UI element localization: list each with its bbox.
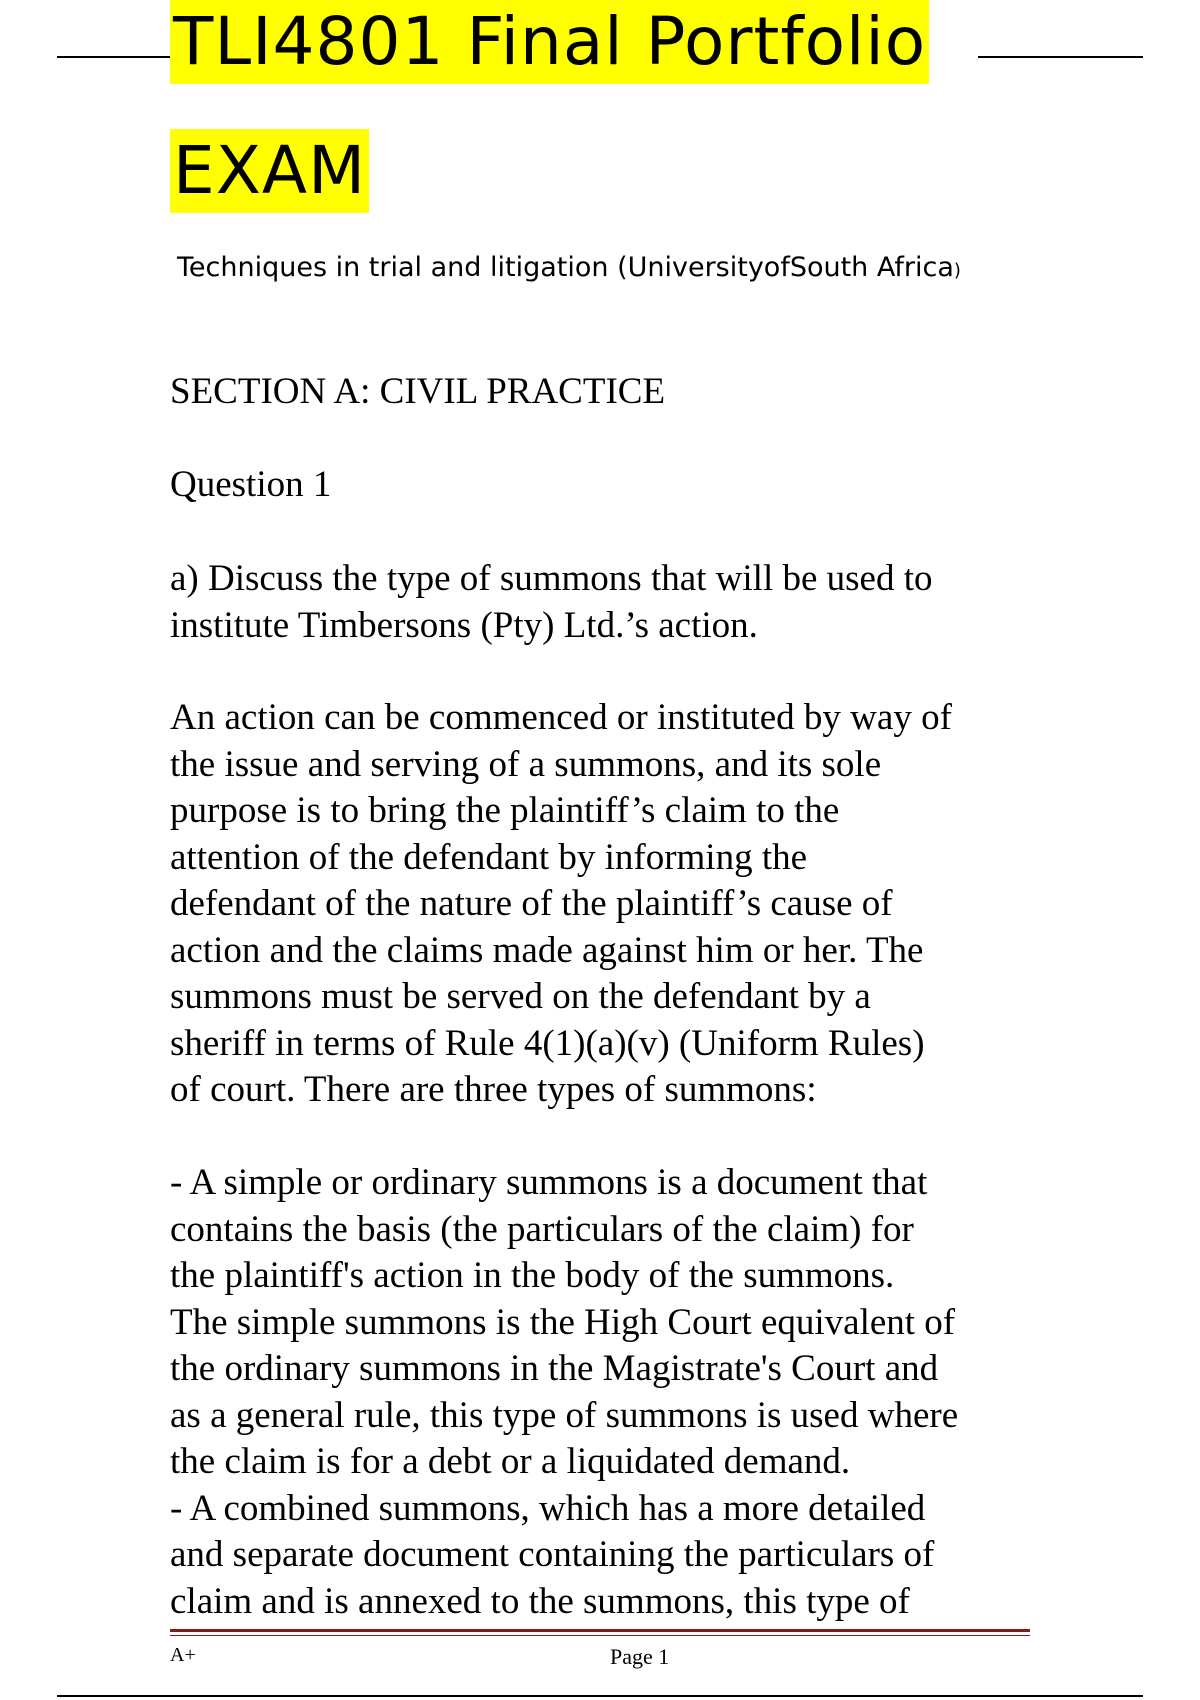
paragraph-line: purpose is to bring the plaintiff’s claim to the bbox=[170, 790, 840, 831]
paragraph-line: An action can be commenced or instituted by way of bbox=[170, 697, 952, 738]
footer-rule-thick bbox=[170, 1629, 1030, 1632]
footer-rule-thin bbox=[170, 1635, 1030, 1636]
list-line: - A simple or ordinary summons is a document that bbox=[170, 1162, 928, 1203]
list-line: the claim is for a debt or a liquidated demand. bbox=[170, 1441, 851, 1482]
paragraph-line: of court. There are three types of summons: bbox=[170, 1069, 817, 1110]
paragraph-line: sheriff in terms of Rule 4(1)(a)(v) (Uniform Rules) bbox=[170, 1022, 925, 1064]
question-a-line: institute Timbersons (Pty) Ltd.’s action. bbox=[170, 604, 758, 646]
list-line: The simple summons is the High Court equivalent of bbox=[170, 1301, 956, 1343]
paragraph-line: defendant of the nature of the plaintiff’s cause of bbox=[170, 883, 893, 924]
subtitle-text: Techniques in trial and litigation (UniversityofSouth Africa bbox=[177, 252, 954, 283]
paragraph-line: the issue and serving of a summons, and its sole bbox=[170, 743, 882, 785]
question-heading: Question 1 bbox=[170, 464, 332, 505]
document-title-line-2: EXAM bbox=[170, 129, 369, 213]
list-line: contains the basis (the particulars of the claim) for bbox=[170, 1208, 914, 1250]
footer-grade-label: A+ bbox=[170, 1644, 196, 1666]
paragraph-line: action and the claims made against him or her. The bbox=[170, 929, 924, 971]
header-rule-left bbox=[57, 56, 170, 58]
document-subtitle bbox=[177, 252, 961, 283]
list-line: the ordinary summons in the Magistrate's Court and bbox=[170, 1348, 939, 1389]
answer-paragraph bbox=[170, 695, 1050, 1114]
list-line: as a general rule, this type of summons is used where bbox=[170, 1394, 959, 1436]
list-line: claim and is annexed to the summons, this type of bbox=[170, 1580, 910, 1622]
summons-types-list bbox=[170, 1160, 1050, 1625]
document-title-line-1: TLI4801 Final Portfolio bbox=[170, 0, 929, 84]
page-bottom-rule bbox=[57, 1695, 1143, 1697]
footer-page-number: Page 1 bbox=[610, 1644, 670, 1669]
list-line: the plaintiff's action in the body of the summons. bbox=[170, 1255, 895, 1296]
list-line: and separate document containing the particulars of bbox=[170, 1534, 935, 1575]
header-rule-right bbox=[978, 56, 1143, 58]
question-a-line: a) Discuss the type of summons that will be used to bbox=[170, 558, 933, 599]
question-a-prompt bbox=[170, 556, 1050, 649]
paragraph-line: summons must be served on the defendant by a bbox=[170, 976, 871, 1017]
paragraph-line: attention of the defendant by informing the bbox=[170, 836, 808, 878]
section-heading: SECTION A: CIVIL PRACTICE bbox=[170, 371, 666, 412]
list-line: - A combined summons, which has a more detailed bbox=[170, 1487, 926, 1529]
subtitle-closing-paren: ) bbox=[953, 260, 961, 281]
